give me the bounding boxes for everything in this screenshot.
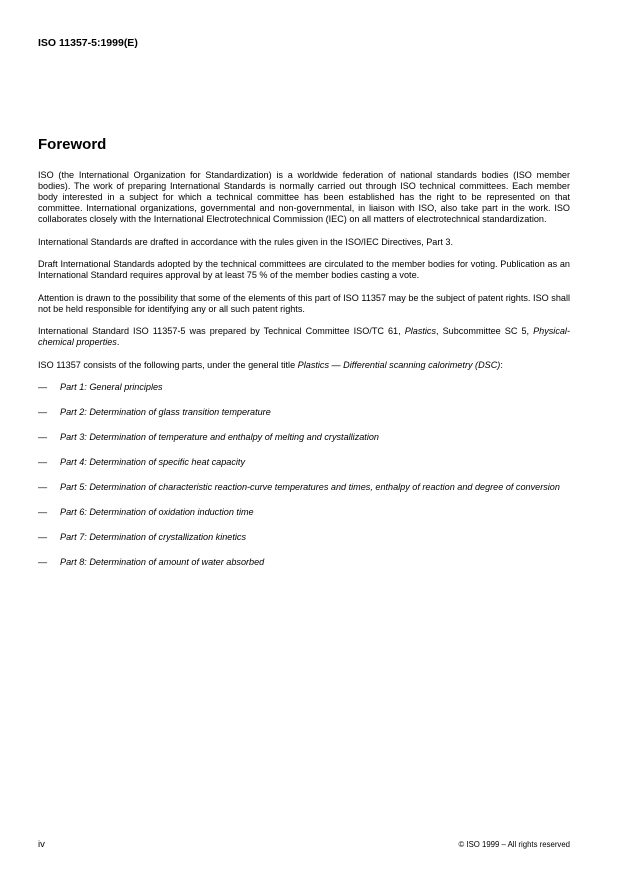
dash-bullet: —	[38, 407, 48, 417]
dash-bullet: —	[38, 482, 48, 492]
list-item-text: Part 7: Determination of crystallization kinetics	[60, 532, 246, 542]
list-item-part-4	[38, 457, 570, 468]
general-title: Plastics — Differential scanning calorimetry (DSC)	[297, 359, 501, 370]
list-item-text: Part 6: Determination of oxidation induction time	[60, 507, 254, 517]
list-item-text: Part 8: Determination of amount of water absorbed	[60, 557, 265, 567]
foreword-heading: Foreword	[38, 136, 107, 153]
list-item-text: Part 5: Determination of characteristic reaction-curve temperatures and times, enthalpy of reaction and degree of conversion	[60, 482, 560, 492]
list-item-text: Part 1: General principles	[60, 382, 163, 392]
dash-bullet: —	[38, 557, 48, 567]
parts-list	[38, 382, 570, 568]
dash-bullet: —	[38, 457, 48, 467]
list-item-part-8	[38, 557, 570, 568]
list-item-part-1	[38, 382, 570, 393]
paragraph-committee	[38, 326, 570, 348]
list-item-part-7	[38, 532, 570, 543]
committee-text-3: .	[116, 337, 120, 347]
list-item-text: Part 2: Determination of glass transition temperature	[60, 407, 271, 417]
list-item-text: Part 4: Determination of specific heat capacity	[60, 457, 245, 467]
copyright-notice: © ISO 1999 – All rights reserved	[458, 840, 570, 849]
foreword-body	[38, 170, 570, 582]
dash-bullet: —	[38, 532, 48, 542]
list-item-part-5	[38, 482, 570, 493]
parts-intro-colon: :	[500, 359, 503, 370]
list-item-part-3	[38, 432, 570, 443]
committee-name: Plastics	[404, 326, 437, 336]
parts-intro-text: ISO 11357 consists of the following parts, under the general title	[38, 359, 298, 370]
committee-text-2: , Subcommittee SC 5,	[436, 326, 534, 336]
paragraph-voting: Draft International Standards adopted by the technical committees are circulated to the member bodies for voting. Publication as an International Standard requires approval by at least 75 % of the member bodies casting a vote.	[38, 259, 570, 280]
dash-bullet: —	[38, 382, 48, 392]
dash-bullet: —	[38, 507, 48, 517]
dash-bullet: —	[38, 432, 48, 442]
page-number: iv	[38, 839, 45, 850]
standard-id: ISO 11357-5:1999(E)	[38, 37, 138, 49]
paragraph-iso-intro: ISO (the International Organization for Standardization) is a worldwide federation of national standards bodies (ISO member bodies). The work of preparing International Standards is normally carried out through ISO technical committees. Each member body interested in a subject for which a technical committee has been established has the right to be represented on that committee. International organizations, governmental and non-governmental, in liaison with ISO, also take part in the work. ISO collaborates closely with the International Electrotechnical Commission (IEC) on all matters of electrotechnical standardization.	[38, 170, 570, 224]
list-item-part-2	[38, 407, 570, 418]
list-item-text: Part 3: Determination of temperature and enthalpy of melting and crystallization	[60, 432, 379, 442]
paragraph-drafting-rules: International Standards are drafted in accordance with the rules given in the ISO/IEC Directives, Part 3.	[38, 236, 453, 247]
paragraph-parts-intro	[38, 360, 570, 371]
subcommittee-name: Physical-chemical properties	[38, 326, 570, 347]
committee-text-1: International Standard ISO 11357-5 was prepared by Technical Committee ISO/TC 61,	[38, 326, 405, 336]
list-item-part-6	[38, 507, 570, 518]
paragraph-patent-rights: Attention is drawn to the possibility that some of the elements of this part of ISO 11357 may be the subject of patent rights. ISO shall not be held responsible for identifying any or all such patent rights.	[38, 292, 570, 314]
